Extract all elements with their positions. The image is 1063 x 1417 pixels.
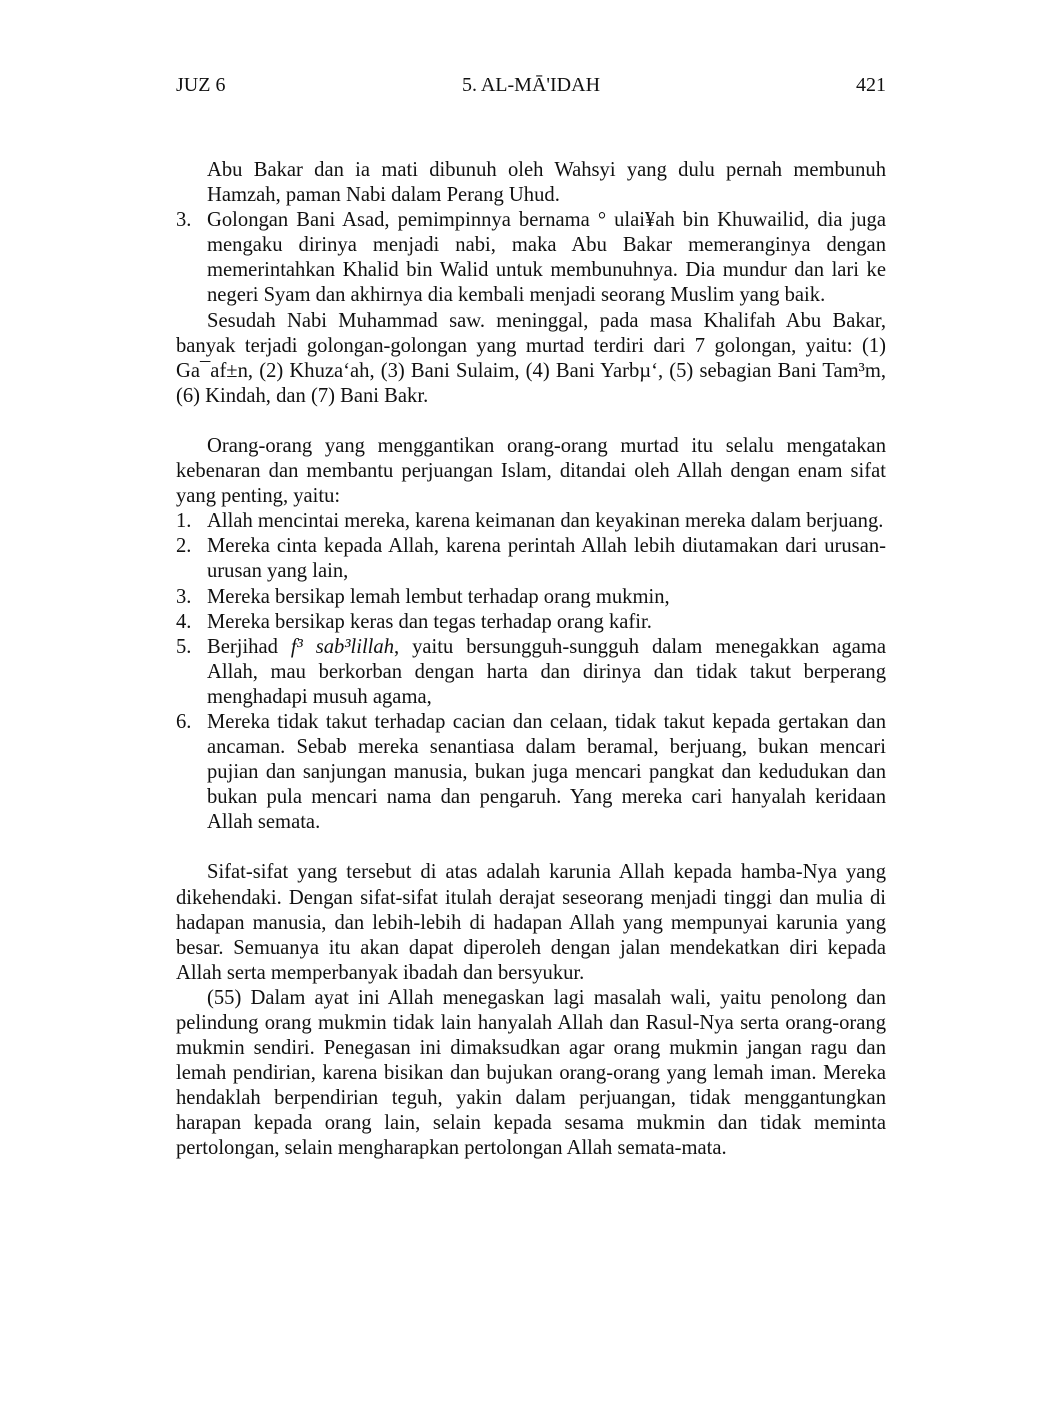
header-surah: 5. AL-MĀ'IDAH: [461, 74, 601, 96]
list-item: [176, 534, 886, 584]
list-item: [176, 585, 886, 610]
paragraph: Orang-orang yang menggantikan orang-orang murtad itu selalu mengatakan kebenaran dan membantu perjuangan Islam, ditandai oleh Allah dengan enam sifat yang penting, yaitu:: [176, 434, 886, 508]
list-item-number: 2.: [176, 535, 192, 558]
list-item-number: 4.: [176, 610, 192, 633]
running-header: [176, 72, 886, 102]
header-juz: JUZ 6: [176, 74, 226, 96]
list-item-number: 3.: [176, 585, 192, 608]
body-text: [176, 158, 886, 1162]
italic-term: f³ sab³lillah: [290, 635, 394, 658]
list-item-text: Mereka bersikap keras dan tegas terhadap orang kafir.: [207, 610, 652, 633]
list-item-number: 1.: [176, 510, 192, 533]
paragraph: Sifat-sifat yang tersebut di atas adalah karunia Allah kepada hamba-Nya yang dikehendaki. Dengan sifat-sifat itulah derajat seseorang menjadi tinggi dan mulia di hadapan manusia, dan lebih-lebih di hadapan Allah yang mempunyai karunia yang besar. Semuanya itu akan dapat diperoleh dengan jalan mendekatkan diri kepada Allah serta memperbanyak ibadah dan bersyukur.: [176, 861, 886, 984]
list-item-text: Allah mencintai mereka, karena keimanan dan keyakinan mereka dalam berjuang.: [207, 510, 884, 533]
paragraph: Sesudah Nabi Muhammad saw. meninggal, pada masa Khalifah Abu Bakar, banyak terjadi golongan-golongan yang murtad terdiri dari 7 golongan, yaitu: (1) Ga¯af±n, (2) Khuza‘ah, (3) Bani Sulaim, (4) Bani Yarbµ‘, (5) sebagian Bani Tam³m, (6) Kindah, dan (7) Bani Bakr.: [176, 309, 886, 407]
list-item-number: 5.: [176, 635, 192, 658]
list-item-text: Golongan Bani Asad, pemimpinnya bernama ° ulai¥ah bin Khuwailid, dia juga mengaku dirinya menjadi nabi, maka Abu Bakar memeranginya dengan memerintahkan Khalid bin Walid untuk membunuhnya. Dia mundur dan lari ke negeri Syam dan akhirnya dia kembali menjadi seorang Muslim yang baik.: [207, 209, 886, 307]
list-item-text: Mereka bersikap lemah lembut terhadap orang mukmin,: [207, 585, 670, 608]
list-item: [176, 610, 886, 635]
list-item: [176, 208, 886, 308]
list-item-number: 3.: [176, 209, 192, 232]
list-item: [176, 635, 886, 710]
list-item-continuation: Abu Bakar dan ia mati dibunuh oleh Wahsyi yang dulu pernah membunuh Hamzah, paman Nabi dalam Perang Uhud.: [207, 159, 886, 207]
six-traits-list: [176, 509, 886, 835]
list-item-text: , yaitu bersungguh-sungguh dalam menegakkan agama Allah, mau berkorban dengan harta dan dirinya dan tidak takut berperang menghadapi musuh agama,: [207, 635, 886, 708]
list-item: [176, 710, 886, 835]
list-item-number: 6.: [176, 710, 192, 733]
page: [176, 72, 886, 1162]
list-item-text: Mereka tidak takut terhadap cacian dan celaan, tidak takut kepada gertakan dan ancaman. Sebab mereka senantiasa dalam beramal, berjuang, bukan mencari pujian dan sanjungan manusia, bukan juga mencari pangkat dan kedudukan dan bukan pula mencari nama dan pengaruh. Yang mereka cari hanyalah keridaan Allah semata.: [207, 710, 886, 834]
list-item: [176, 509, 886, 534]
page-number: 421: [856, 74, 886, 96]
list-item-text-pre: Berjihad: [207, 635, 291, 658]
list-item-text: Mereka cinta kepada Allah, karena perintah Allah lebih diutamakan dari urusan-urusan yang lain,: [207, 535, 886, 583]
murtad-groups-list: [176, 208, 886, 308]
paragraph: (55) Dalam ayat ini Allah menegaskan lagi masalah wali, yaitu penolong dan pelindung orang mukmin tidak lain hanyalah Allah dan Rasul-Nya serta orang-orang mukmin sendiri. Penegasan ini dimaksudkan agar orang mukmin jangan ragu dan lemah pendirian, karena bisikan dan bujukan orang-orang yang lemah iman. Mereka hendaklah berpendirian teguh, yakin dalam perjuangan, tidak menggantungkan harapan kepada orang lain, selain kepada sesama mukmin dan tidak meminta pertolongan, selain mengharapkan pertolongan Allah semata-mata.: [176, 986, 886, 1160]
